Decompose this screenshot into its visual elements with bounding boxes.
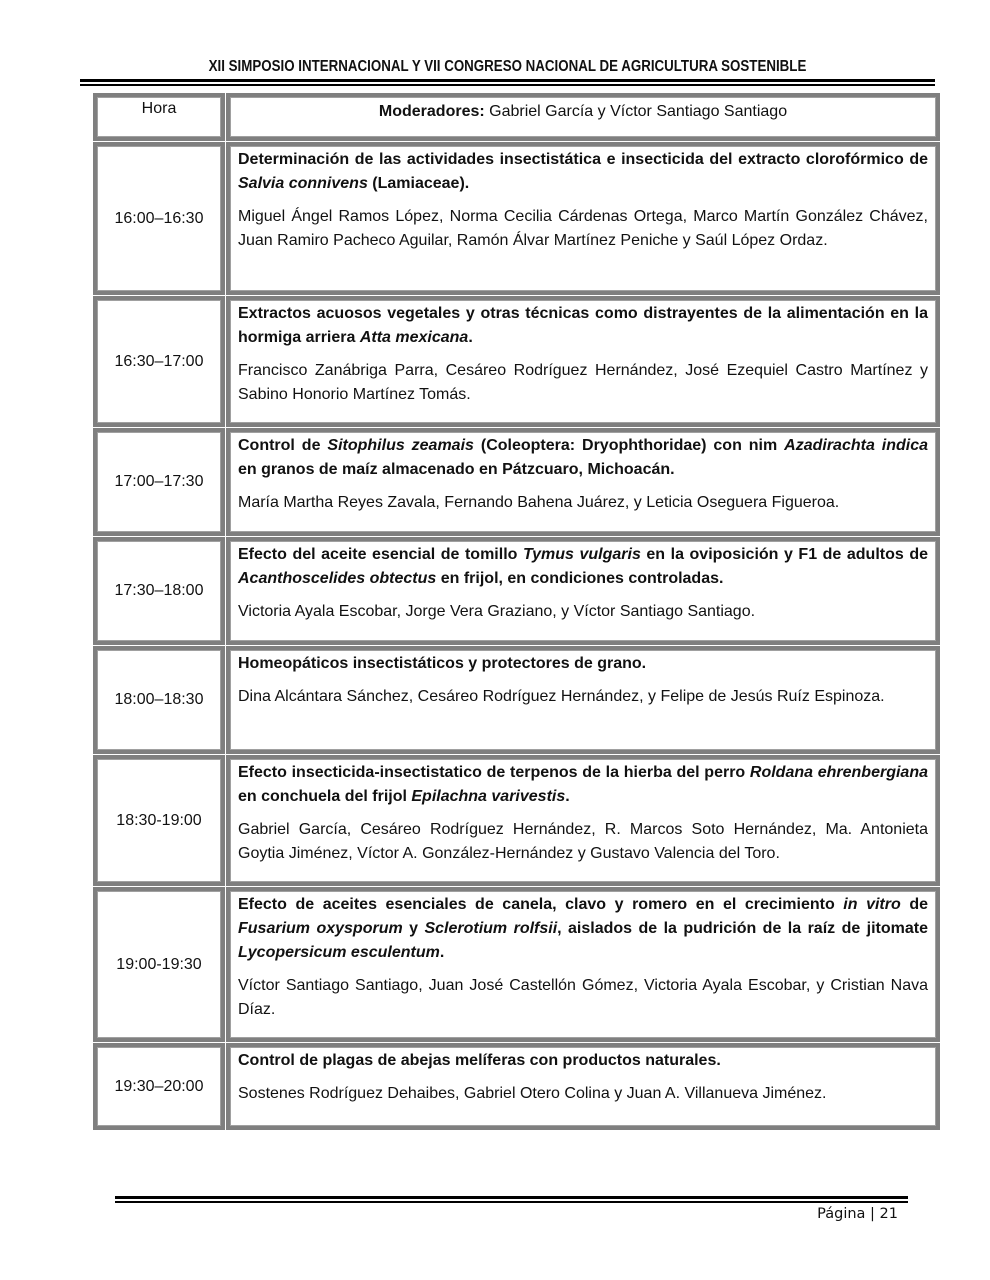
session-time: 18:30-19:00 xyxy=(93,755,225,886)
title-segment: , aislados de la pudrición de la raíz de jitomate xyxy=(557,920,929,937)
title-segment: Determinación de las actividades insectistática e insecticida del extracto clorofórmico de xyxy=(238,151,928,168)
title-italic-segment: Epilachna varivestis xyxy=(411,788,566,805)
session-authors: Sostenes Rodríguez Dehaibes, Gabriel Otero Colina y Juan A. Villanueva Jiménez. xyxy=(238,1085,827,1102)
session-time: 19:00-19:30 xyxy=(93,887,225,1042)
session-details xyxy=(226,887,940,1042)
title-italic-segment: Tymus vulgaris xyxy=(522,546,641,563)
session-title xyxy=(238,543,928,591)
moderators-header xyxy=(226,93,940,141)
table-row xyxy=(93,755,940,886)
title-italic-segment: Acanthoscelides obtectus xyxy=(238,570,437,587)
title-italic-segment: Azadirachta indica xyxy=(784,437,928,454)
session-time: 19:30–20:00 xyxy=(93,1043,225,1130)
title-segment: Efecto insecticida-insectistatico de terpenos de la hierba del perro xyxy=(238,764,750,781)
title-segment: y xyxy=(402,920,425,937)
session-time: 17:00–17:30 xyxy=(93,428,225,536)
title-italic-segment: Atta mexicana xyxy=(359,329,469,346)
session-details xyxy=(226,755,940,886)
session-details xyxy=(226,537,940,645)
title-italic-segment: Lycopersicum esculentum xyxy=(238,944,440,961)
table-row xyxy=(93,887,940,1042)
session-authors: Victoria Ayala Escobar, Jorge Vera Graziano, y Víctor Santiago Santiago. xyxy=(238,603,756,620)
title-segment: (Lamiaceae). xyxy=(367,175,470,192)
moderators-label: Moderadores: xyxy=(378,103,485,120)
hora-header: Hora xyxy=(93,93,225,141)
title-segment: . xyxy=(565,788,570,805)
session-details xyxy=(226,646,940,754)
title-segment: (Coleoptera: Dryophthoridae) con nim xyxy=(473,437,785,454)
title-segment: en conchuela del frijol xyxy=(238,788,412,805)
session-title xyxy=(238,893,928,965)
session-authors: María Martha Reyes Zavala, Fernando Bahena Juárez, y Leticia Oseguera Figueroa. xyxy=(238,494,840,511)
session-time: 16:30–17:00 xyxy=(93,296,225,427)
title-segment: en granos de maíz almacenado en Pátzcuaro, Michoacán. xyxy=(238,461,675,478)
title-italic-segment: Sclerotium rolfsii xyxy=(424,920,558,937)
session-time: 17:30–18:00 xyxy=(93,537,225,645)
session-authors: Francisco Zanábriga Parra, Cesáreo Rodríguez Hernández, José Ezequiel Castro Martínez y Sabino Honorio Martínez Tomás. xyxy=(238,362,928,403)
session-title xyxy=(238,148,928,196)
title-segment: Control de xyxy=(238,437,328,454)
header-rule-thin xyxy=(80,84,935,86)
session-title xyxy=(238,652,928,676)
session-authors: Dina Alcántara Sánchez, Cesáreo Rodríguez Hernández, y Felipe de Jesús Ruíz Espinoza. xyxy=(238,688,885,705)
title-segment: en la oviposición y F1 de adultos de xyxy=(640,546,928,563)
session-details xyxy=(226,1043,940,1130)
session-title xyxy=(238,302,928,350)
session-details xyxy=(226,142,940,295)
session-time: 16:00–16:30 xyxy=(93,142,225,295)
table-row xyxy=(93,296,940,427)
title-segment: en frijol, en condiciones controladas. xyxy=(436,570,724,587)
page-number: Página | 21 xyxy=(817,1206,898,1222)
table-row xyxy=(93,537,940,645)
table-row xyxy=(93,142,940,295)
title-segment: Control de plagas de abejas melíferas con productos naturales. xyxy=(238,1052,721,1069)
title-italic-segment: Sitophilus zeamais xyxy=(327,437,474,454)
table-row xyxy=(93,1043,940,1130)
title-segment: . xyxy=(439,944,445,961)
session-title xyxy=(238,1049,928,1073)
title-segment: de xyxy=(900,896,929,913)
session-title xyxy=(238,434,928,482)
table-row xyxy=(93,428,940,536)
title-segment: . xyxy=(468,329,473,346)
title-segment: Homeopáticos insectistáticos y protectores de grano. xyxy=(238,655,647,672)
title-segment: Efecto del aceite esencial de tomillo xyxy=(238,546,523,563)
table-row xyxy=(93,646,940,754)
title-italic-segment: Fusarium oxysporum xyxy=(238,920,403,937)
title-segment: Efecto de aceites esenciales de canela, clavo y romero en el crecimiento xyxy=(238,896,844,913)
session-authors: Gabriel García, Cesáreo Rodríguez Hernández, R. Marcos Soto Hernández, Ma. Antonieta Goytia Jiménez, Víctor A. González-Hernández y Gustavo Valencia del Toro. xyxy=(238,821,928,862)
session-details xyxy=(226,296,940,427)
session-details xyxy=(226,428,940,536)
footer-rule xyxy=(115,1196,908,1199)
footer-rule-thin xyxy=(115,1201,908,1203)
moderators-names: Gabriel García y Víctor Santiago Santiago xyxy=(484,103,788,120)
session-authors: Miguel Ángel Ramos López, Norma Cecilia Cárdenas Ortega, Marco Martín González Chávez, Juan Ramiro Pacheco Aguilar, Ramón Álvar Martínez Peniche y Saúl López Ordaz. xyxy=(238,208,928,249)
table-header-row xyxy=(93,93,940,141)
title-italic-segment: Roldana ehrenbergiana xyxy=(749,764,928,781)
session-title xyxy=(238,761,928,809)
session-authors: Víctor Santiago Santiago, Juan José Castellón Gómez, Victoria Ayala Escobar, y Cristian Nava Díaz. xyxy=(238,977,928,1018)
title-italic-segment: in vitro xyxy=(843,896,901,913)
header-rule xyxy=(80,79,935,82)
title-italic-segment: Salvia connivens xyxy=(238,175,368,192)
session-time: 18:00–18:30 xyxy=(93,646,225,754)
title-segment: Extractos acuosos vegetales y otras técnicas como distrayentes de la alimentación en la hormiga arriera xyxy=(238,305,928,346)
document-header: XII SIMPOSIO INTERNACIONAL Y VII CONGRESO NACIONAL DE AGRICULTURA SOSTENIBLE xyxy=(208,58,807,75)
